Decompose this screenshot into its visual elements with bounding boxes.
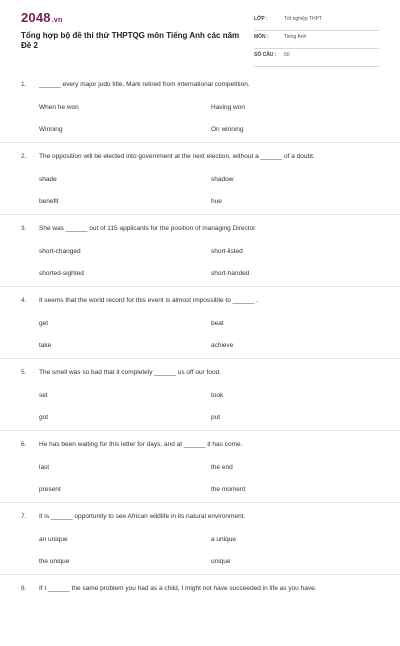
meta-value: Tốt nghiệp THPT [284, 16, 322, 22]
option-a[interactable]: an unique [39, 536, 68, 543]
question-number: 7. [21, 513, 27, 520]
question-text: The opposition will be elected into government at the next election, without a ______ of a doubt. [39, 153, 315, 160]
question-text: If I ______ the same problem you had as a child, I might not have succeeded in life as you have. [39, 585, 317, 592]
option-c[interactable]: take [39, 342, 52, 349]
option-c[interactable]: shorted-sighted [39, 270, 84, 277]
meta-label: MÔN : [254, 34, 269, 40]
option-c[interactable]: got [39, 414, 49, 421]
option-a[interactable]: last [39, 464, 50, 471]
option-a[interactable]: short-changed [39, 248, 81, 255]
question-item [0, 358, 400, 431]
option-b[interactable]: short-listed [211, 248, 243, 255]
option-d[interactable]: the moment [211, 486, 246, 493]
option-b[interactable]: the end [211, 464, 233, 471]
option-a[interactable]: get [39, 320, 49, 327]
option-c[interactable]: benefit [39, 198, 59, 205]
question-text: It seems that the world record for this event is almost impossible to ______ . [39, 297, 258, 304]
question-text: He has been waiting for this letter for days, and at ______ it has come. [39, 441, 243, 448]
meta-row-question-count [254, 49, 379, 67]
document-header [0, 0, 400, 66]
question-number: 4. [21, 297, 27, 304]
option-b[interactable]: Having won [211, 104, 245, 111]
question-number: 2. [21, 153, 27, 160]
option-b[interactable]: a unique [211, 536, 236, 543]
option-b[interactable]: shadow [211, 176, 234, 183]
question-item [0, 430, 400, 503]
question-item [0, 286, 400, 359]
document-title: Tổng hợp bộ đề thi thử THPTQG môn Tiếng Anh các năm Đề 2 [21, 31, 240, 50]
option-d[interactable]: hue [211, 198, 222, 205]
option-d[interactable]: put [211, 414, 221, 421]
option-b[interactable]: beat [211, 320, 224, 327]
question-item [0, 214, 400, 287]
meta-label: SỐ CÂU : [254, 52, 277, 58]
option-c[interactable]: the unique [39, 558, 70, 565]
question-text: She was ______ out of 115 applicants for the position of managing Director. [39, 225, 257, 232]
option-c[interactable]: present [39, 486, 61, 493]
question-number: 1. [21, 81, 27, 88]
question-item [0, 574, 400, 646]
option-d[interactable]: achieve [211, 342, 234, 349]
question-number: 5. [21, 369, 27, 376]
meta-value: Tiếng Anh [284, 34, 307, 40]
question-number: 6. [21, 441, 27, 448]
question-item [0, 142, 400, 215]
question-item [0, 502, 400, 575]
meta-label: LỚP : [254, 16, 268, 22]
logo-text: 2048 [21, 10, 51, 25]
question-text: It is ______ opportunity to see African wildlife in its natural environment. [39, 513, 246, 520]
option-a[interactable]: When he won [39, 104, 79, 111]
option-c[interactable]: Winning [39, 126, 63, 133]
meta-row-class [254, 13, 379, 31]
document-meta [254, 13, 379, 67]
question-text: ______ every major judo title, Mark retired from international competition. [39, 81, 250, 88]
logo-suffix: .vn [51, 17, 63, 24]
question-text: The smell was so bad that it completely ______ us off our food. [39, 369, 221, 376]
question-number: 3. [21, 225, 27, 232]
option-a[interactable]: set [39, 392, 48, 399]
option-d[interactable]: unique [211, 558, 231, 565]
option-b[interactable]: took [211, 392, 224, 399]
option-d[interactable]: On winning [211, 126, 244, 133]
meta-row-subject [254, 31, 379, 49]
question-item [0, 70, 400, 143]
option-d[interactable]: short-handed [211, 270, 250, 277]
logo[interactable] [21, 10, 62, 25]
option-a[interactable]: shade [39, 176, 57, 183]
meta-value: 50 [284, 52, 290, 58]
question-number: 8. [21, 585, 27, 592]
